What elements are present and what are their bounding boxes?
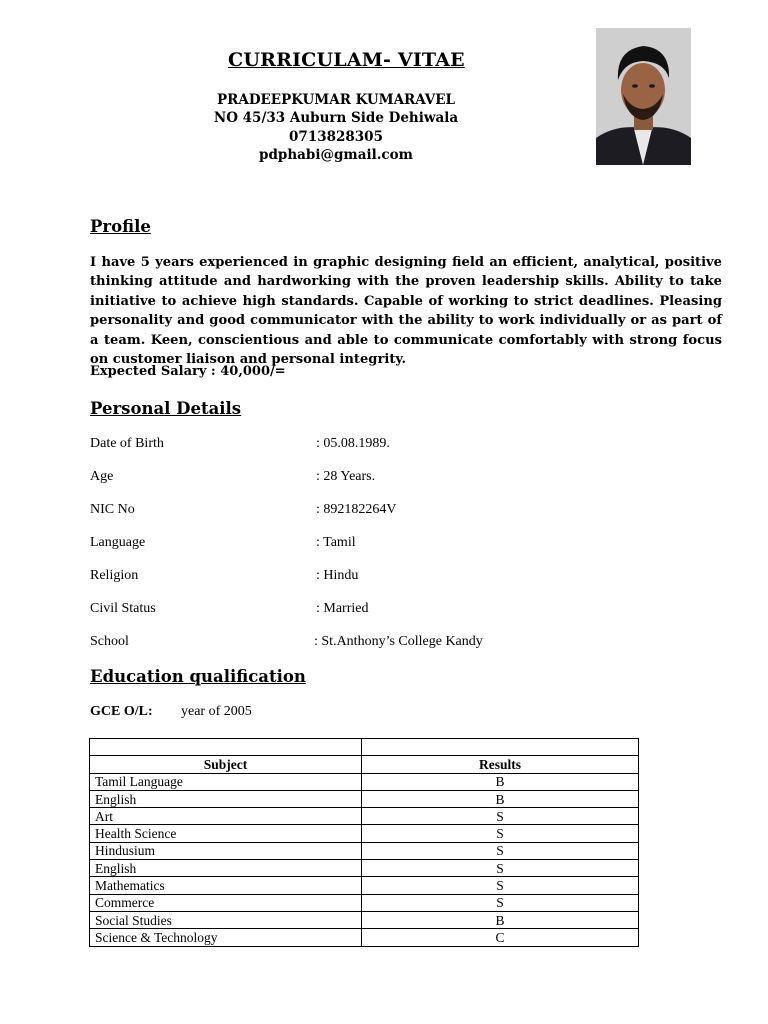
document-title: CURRICULAM- VITAE [228,49,465,71]
table-cell [90,739,362,756]
table-row [90,911,639,928]
personal-value: : Married [316,601,369,616]
education-heading: Education qualification [90,667,306,686]
gce-year: year of 2005 [181,704,252,719]
personal-value: : Tamil [316,535,356,550]
result-cell: S [362,860,639,877]
subject-cell: Social Studies [90,911,362,928]
personal-label: Date of Birth [90,436,164,451]
personal-row-civil-status [90,601,650,619]
result-cell: S [362,894,639,911]
personal-row-religion [90,568,650,586]
personal-label: Religion [90,568,139,583]
personal-label: Age [90,469,114,484]
subject-cell: English [90,860,362,877]
personal-value: : St.Anthony’s College Kandy [314,634,483,649]
result-cell: S [362,825,639,842]
profile-summary: I have 5 years experienced in graphic designing field an efficient, analytical, positive thinking attitude and hardworking with the proven leadership skills. Ability to take initiative to achieve high standards. Capable of working to strict deadlines. Pleasing personality and good communicator with the ability to work individually or as part of a team. Keen, conscientious and able to communicate comfortably with strong focus on customer liaison and personal integrity. [90,255,722,368]
personal-details-heading: Personal Details [90,399,242,418]
personal-value: : 28 Years. [316,469,376,484]
result-cell: B [362,790,639,807]
table-row [90,773,639,790]
gce-ol-line [90,704,252,720]
subject-cell: Commerce [90,894,362,911]
gce-label: GCE O/L: [90,704,153,719]
personal-row-age [90,469,650,487]
personal-row-nic [90,502,650,520]
personal-value: : Hindu [316,568,359,583]
result-cell: S [362,808,639,825]
result-cell: B [362,911,639,928]
column-header-subject: Subject [90,756,362,773]
subject-cell: Science & Technology [90,929,362,946]
personal-label: NIC No [90,502,135,517]
personal-label: School [90,634,129,649]
table-row [90,894,639,911]
salary-value: 40,000/= [220,364,286,379]
table-row [90,860,639,877]
personal-value: : 05.08.1989. [316,436,390,451]
email-address: pdphabi@gmail.com [259,146,413,163]
result-cell: S [362,877,639,894]
personal-label: Civil Status [90,601,156,616]
subject-cell: Health Science [90,825,362,842]
result-cell: C [362,929,639,946]
salary-label: Expected Salary : [90,364,221,379]
profile-photo [596,28,691,165]
address-line: NO 45/33 Auburn Side Dehiwala [213,110,459,127]
result-cell: B [362,773,639,790]
portrait-image [596,28,691,165]
profile-heading: Profile [90,217,151,236]
personal-row-language [90,535,650,553]
personal-row-school [90,634,650,652]
column-header-results: Results [362,756,639,773]
contact-block [196,91,476,164]
table-cell [362,739,639,756]
table-row [90,877,639,894]
subject-cell: English [90,790,362,807]
subject-cell: Mathematics [90,877,362,894]
personal-label: Language [90,535,146,550]
expected-salary [90,364,286,379]
phone-number: 0713828305 [289,128,383,145]
results-table [89,738,639,947]
candidate-name: PRADEEPKUMAR KUMARAVEL [216,92,456,108]
table-row [90,808,639,825]
subject-cell: Hindusium [90,842,362,859]
personal-row-dob [90,436,650,454]
table-row [90,842,639,859]
table-header-row [90,756,639,773]
table-blank-row [90,739,639,756]
subject-cell: Tamil Language [90,773,362,790]
personal-value: : 892182264V [316,502,397,517]
subject-cell: Art [90,808,362,825]
table-row [90,929,639,946]
table-row [90,825,639,842]
result-cell: S [362,842,639,859]
table-row [90,790,639,807]
